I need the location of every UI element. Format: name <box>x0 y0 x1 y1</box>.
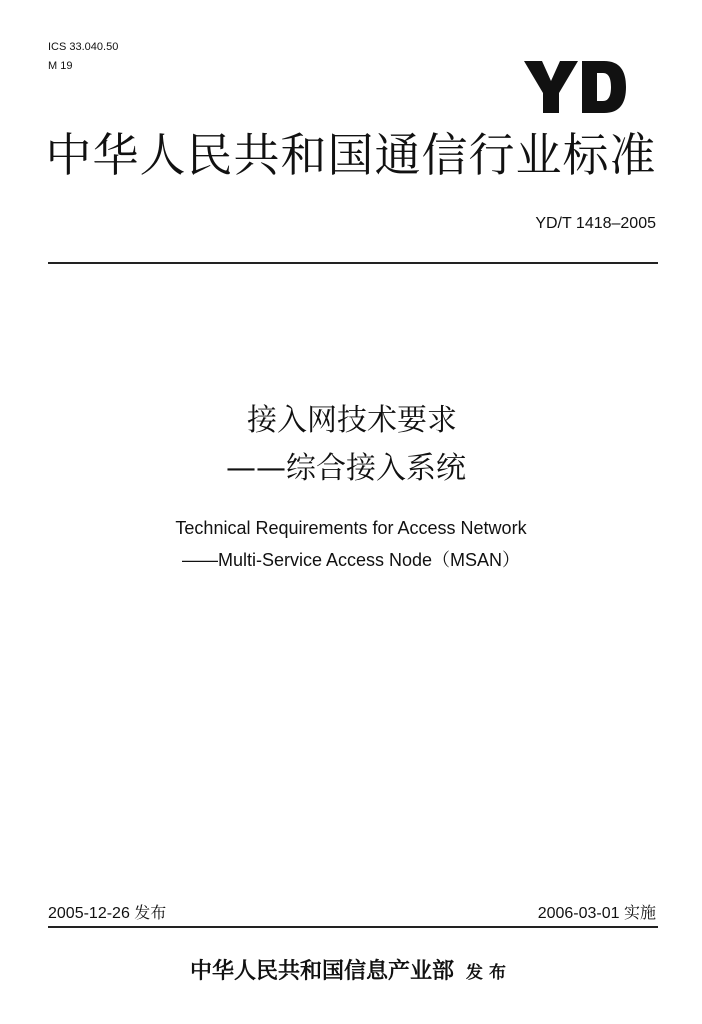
classification-code: M 19 <box>48 60 73 72</box>
title-english-main: Technical Requirements for Access Network <box>175 518 527 538</box>
publisher-name: 中华人民共和国信息产业部 <box>189 958 454 984</box>
footer-divider <box>48 926 658 928</box>
title-chinese-main: 接入网技术要求 <box>247 403 457 438</box>
publisher-suffix: 发布 <box>466 963 512 983</box>
yd-logo <box>520 55 630 117</box>
standard-number: YD/T 1418–2005 <box>535 215 656 232</box>
issue-date: 2005-12-26 发布 <box>48 905 167 922</box>
title-english-subtitle: ——Multi-Service Access Node（MSAN） <box>181 550 521 570</box>
publisher-line <box>0 956 702 988</box>
title-chinese-subtitle: ——综合接入系统 <box>226 451 466 486</box>
ics-code: ICS 33.040.50 <box>48 41 119 53</box>
standard-category-title: 中华人民共和国通信行业标准 <box>45 128 657 182</box>
header-divider <box>48 262 658 264</box>
implementation-date: 2006-03-01 实施 <box>537 905 656 922</box>
